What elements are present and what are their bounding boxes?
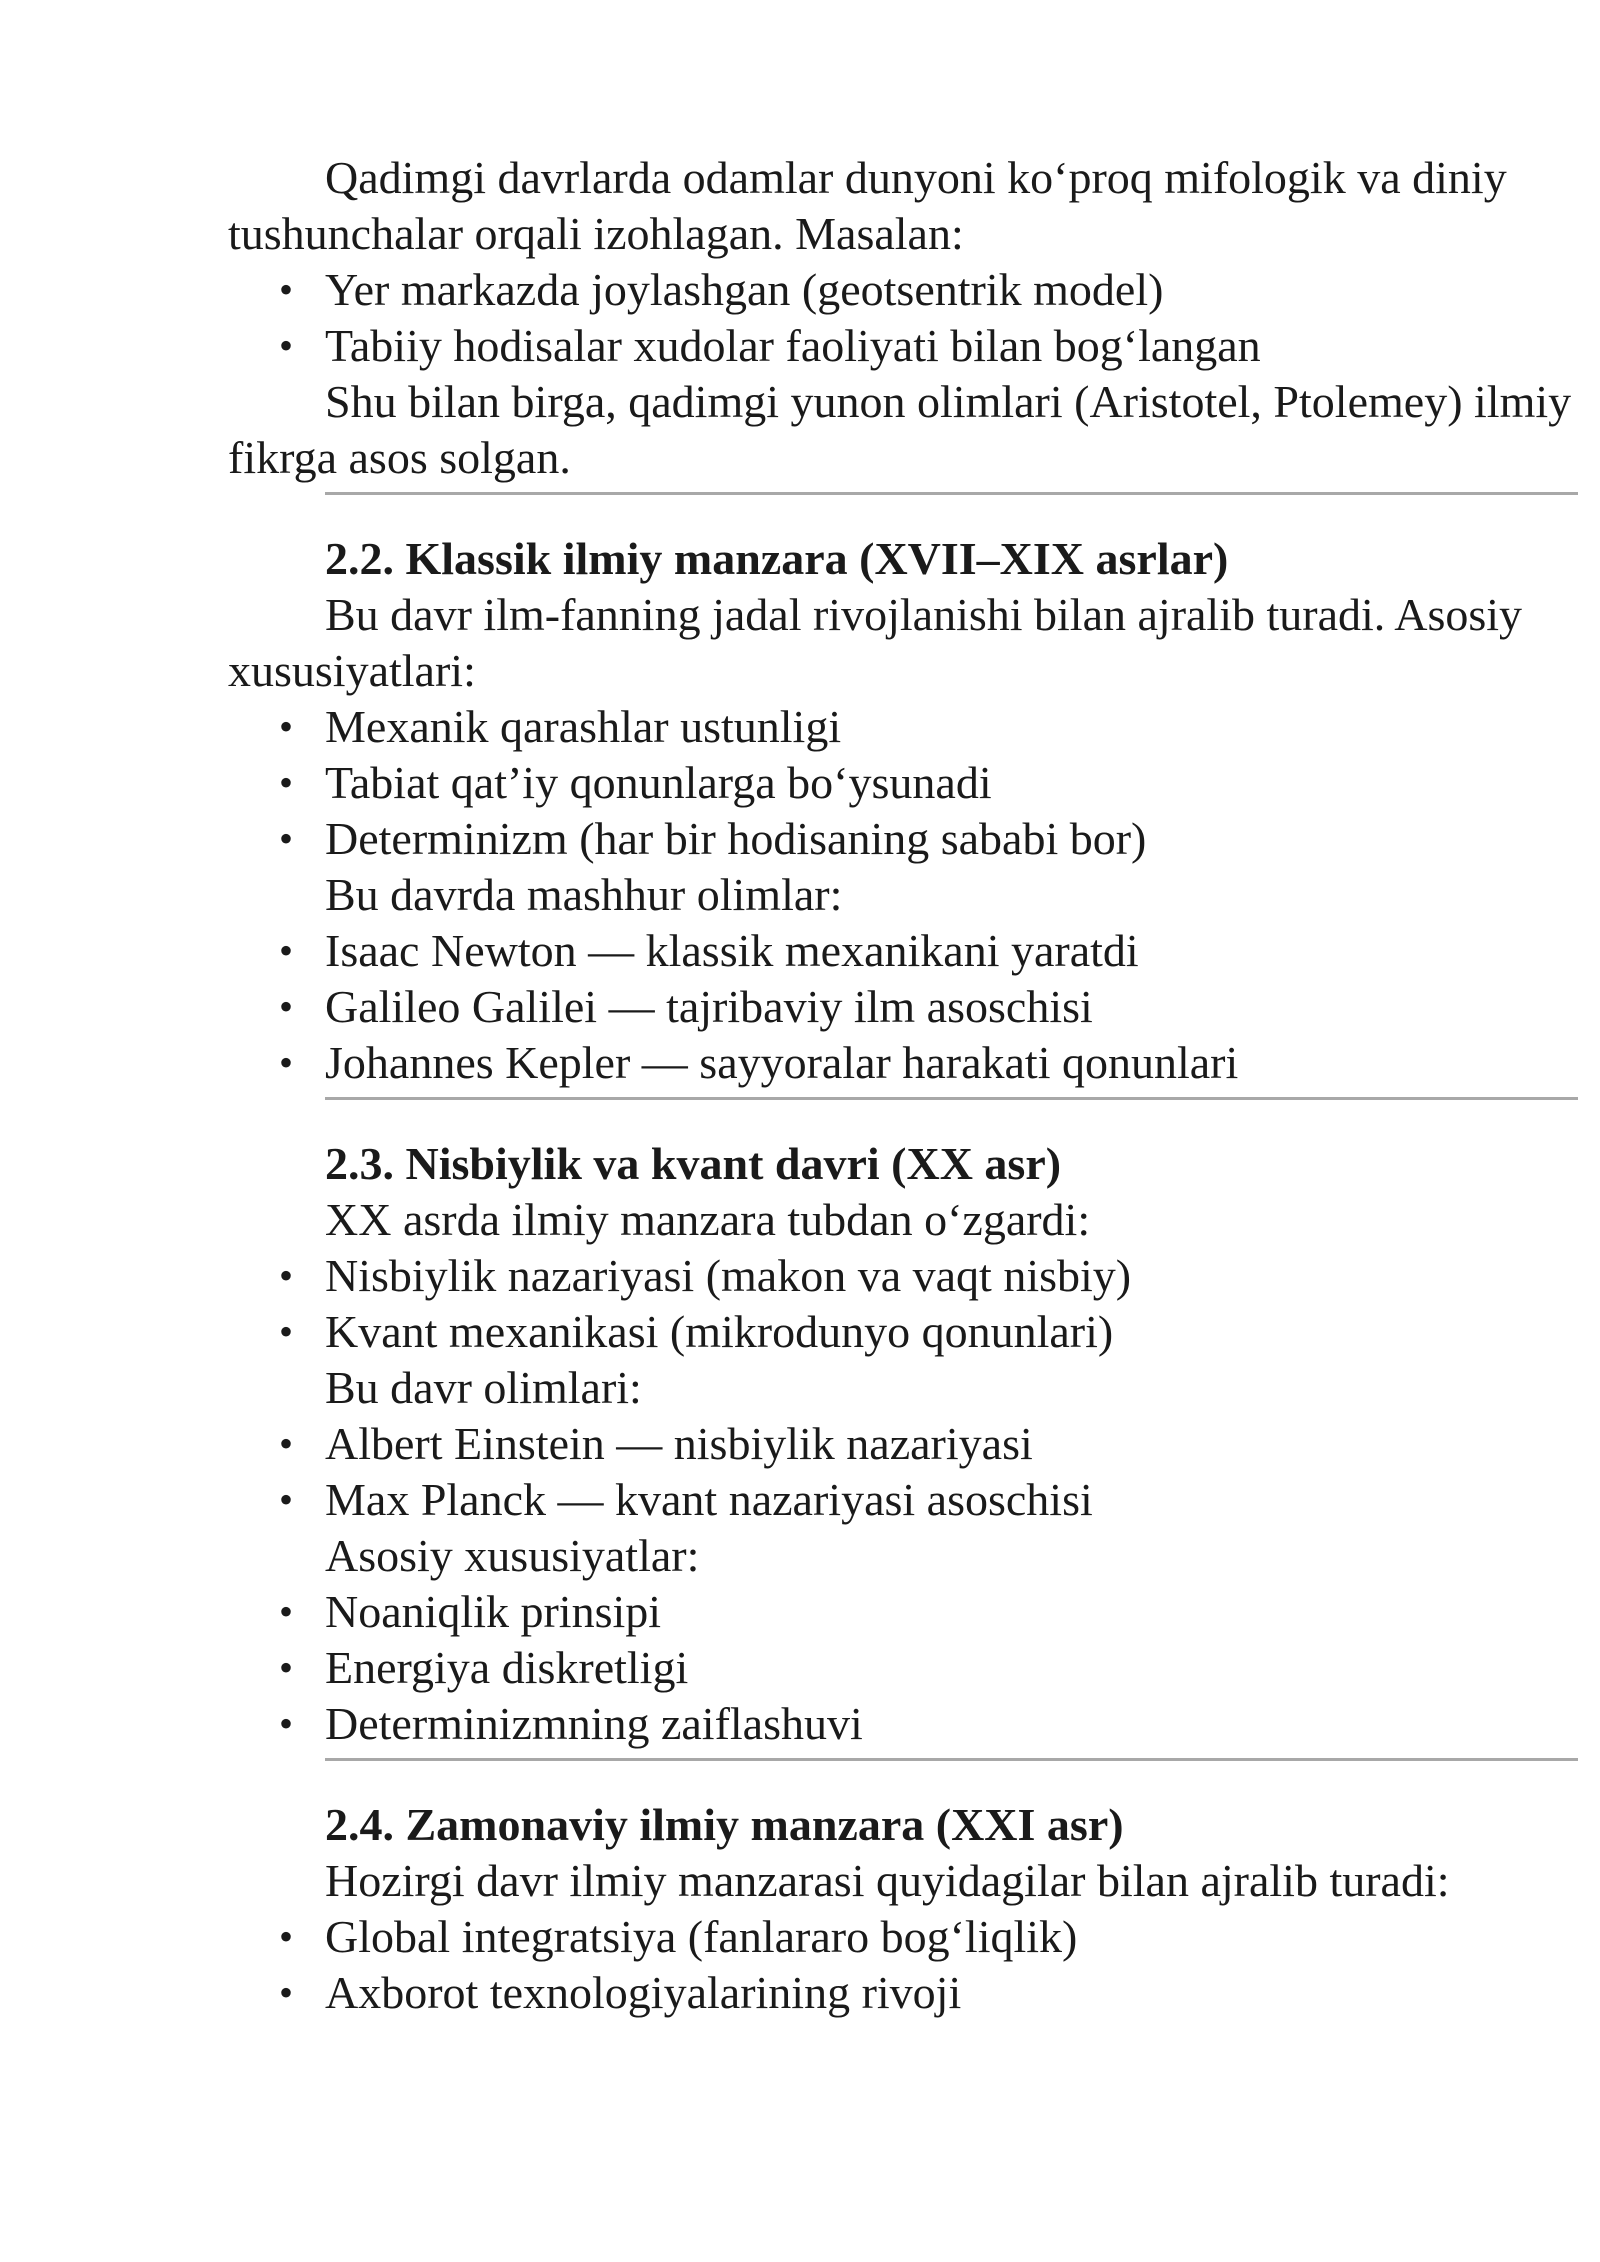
section2-heading: 2.2. Klassik ilmiy manzara (XVII–XIX asrlar) — [325, 533, 1229, 584]
list-item: • Yer markazda joylashgan (geotsentrik model) — [228, 262, 1578, 318]
bullet-icon: • — [278, 1253, 293, 1298]
bullet-icon: • — [278, 1589, 293, 1634]
list-item: • Global integratsiya (fanlararo bog‘liqlik) — [228, 1909, 1578, 1965]
section3-changes — [228, 1248, 1578, 1360]
section2-features — [228, 699, 1578, 867]
bullet-icon: • — [278, 1970, 293, 2015]
list-item: • Axborot texnologiyalarining rivoji — [228, 1965, 1578, 2021]
list-item: • Tabiat qat’iy qonunlarga bo‘ysunadi — [228, 755, 1578, 811]
list-item: • Isaac Newton — klassik mexanikani yaratdi — [228, 923, 1578, 979]
list-item: • Kvant mexanikasi (mikrodunyo qonunlari) — [228, 1304, 1578, 1360]
list-item: • Determinizm (har bir hodisaning sababi bor) — [228, 811, 1578, 867]
bullet-icon: • — [278, 1421, 293, 1466]
list-item: • Nisbiylik nazariyasi (makon va vaqt nisbiy) — [228, 1248, 1578, 1304]
bullet-icon: • — [278, 760, 293, 805]
section4-heading: 2.4. Zamonaviy ilmiy manzara (XXI asr) — [325, 1799, 1124, 1850]
bullet-icon: • — [278, 928, 293, 973]
section1-outro: Shu bilan birga, qadimgi yunon olimlari (Aristotel, Ptolemey) ilmiy fikrga asos solgan. — [228, 376, 1572, 483]
bullet-icon: • — [278, 1477, 293, 1522]
list-item: • Galileo Galilei — tajribaviy ilm asoschisi — [228, 979, 1578, 1035]
list-item: • Tabiiy hodisalar xudolar faoliyati bilan bog‘langan — [228, 318, 1578, 374]
section1-bullets — [228, 262, 1578, 374]
bullet-icon: • — [278, 816, 293, 861]
bullet-icon: • — [278, 1645, 293, 1690]
section-divider — [325, 1758, 1578, 1761]
bullet-icon: • — [278, 1701, 293, 1746]
section-divider — [325, 492, 1578, 495]
section3-intro: XX asrda ilmiy manzara tubdan o‘zgardi: — [325, 1194, 1091, 1245]
section3-features-label: Asosiy xususiyatlar: — [325, 1530, 700, 1581]
list-item: • Mexanik qarashlar ustunligi — [228, 699, 1578, 755]
section1-intro: Qadimgi davrlarda odamlar dunyoni ko‘proq mifologik va diniy tushunchalar orqali izohlagan. Masalan: — [228, 152, 1507, 259]
section4-features — [228, 1909, 1578, 2021]
bullet-icon: • — [278, 1309, 293, 1354]
document-body — [228, 150, 1578, 2021]
list-item: • Energiya diskretligi — [228, 1640, 1578, 1696]
bullet-icon: • — [278, 984, 293, 1029]
list-item: • Determinizmning zaiflashuvi — [228, 1696, 1578, 1752]
section3-scientists-label: Bu davr olimlari: — [325, 1362, 642, 1413]
bullet-icon: • — [278, 323, 293, 368]
bullet-icon: • — [278, 1914, 293, 1959]
section3-features — [228, 1584, 1578, 1752]
section3-scientists — [228, 1416, 1578, 1528]
section2-scientists — [228, 923, 1578, 1091]
bullet-icon: • — [278, 267, 293, 312]
list-item: • Johannes Kepler — sayyoralar harakati qonunlari — [228, 1035, 1578, 1091]
section2-scientists-label: Bu davrda mashhur olimlar: — [325, 869, 843, 920]
list-item: • Albert Einstein — nisbiylik nazariyasi — [228, 1416, 1578, 1472]
section4-intro: Hozirgi davr ilmiy manzarasi quyidagilar bilan ajralib turadi: — [325, 1855, 1450, 1906]
section3-heading: 2.3. Nisbiylik va kvant davri (XX asr) — [325, 1138, 1062, 1189]
bullet-icon: • — [278, 704, 293, 749]
bullet-icon: • — [278, 1040, 293, 1085]
list-item: • Noaniqlik prinsipi — [228, 1584, 1578, 1640]
section2-intro: Bu davr ilm-fanning jadal rivojlanishi bilan ajralib turadi. Asosiy xususiyatlari: — [228, 589, 1523, 696]
section-divider — [325, 1097, 1578, 1100]
list-item: • Max Planck — kvant nazariyasi asoschisi — [228, 1472, 1578, 1528]
